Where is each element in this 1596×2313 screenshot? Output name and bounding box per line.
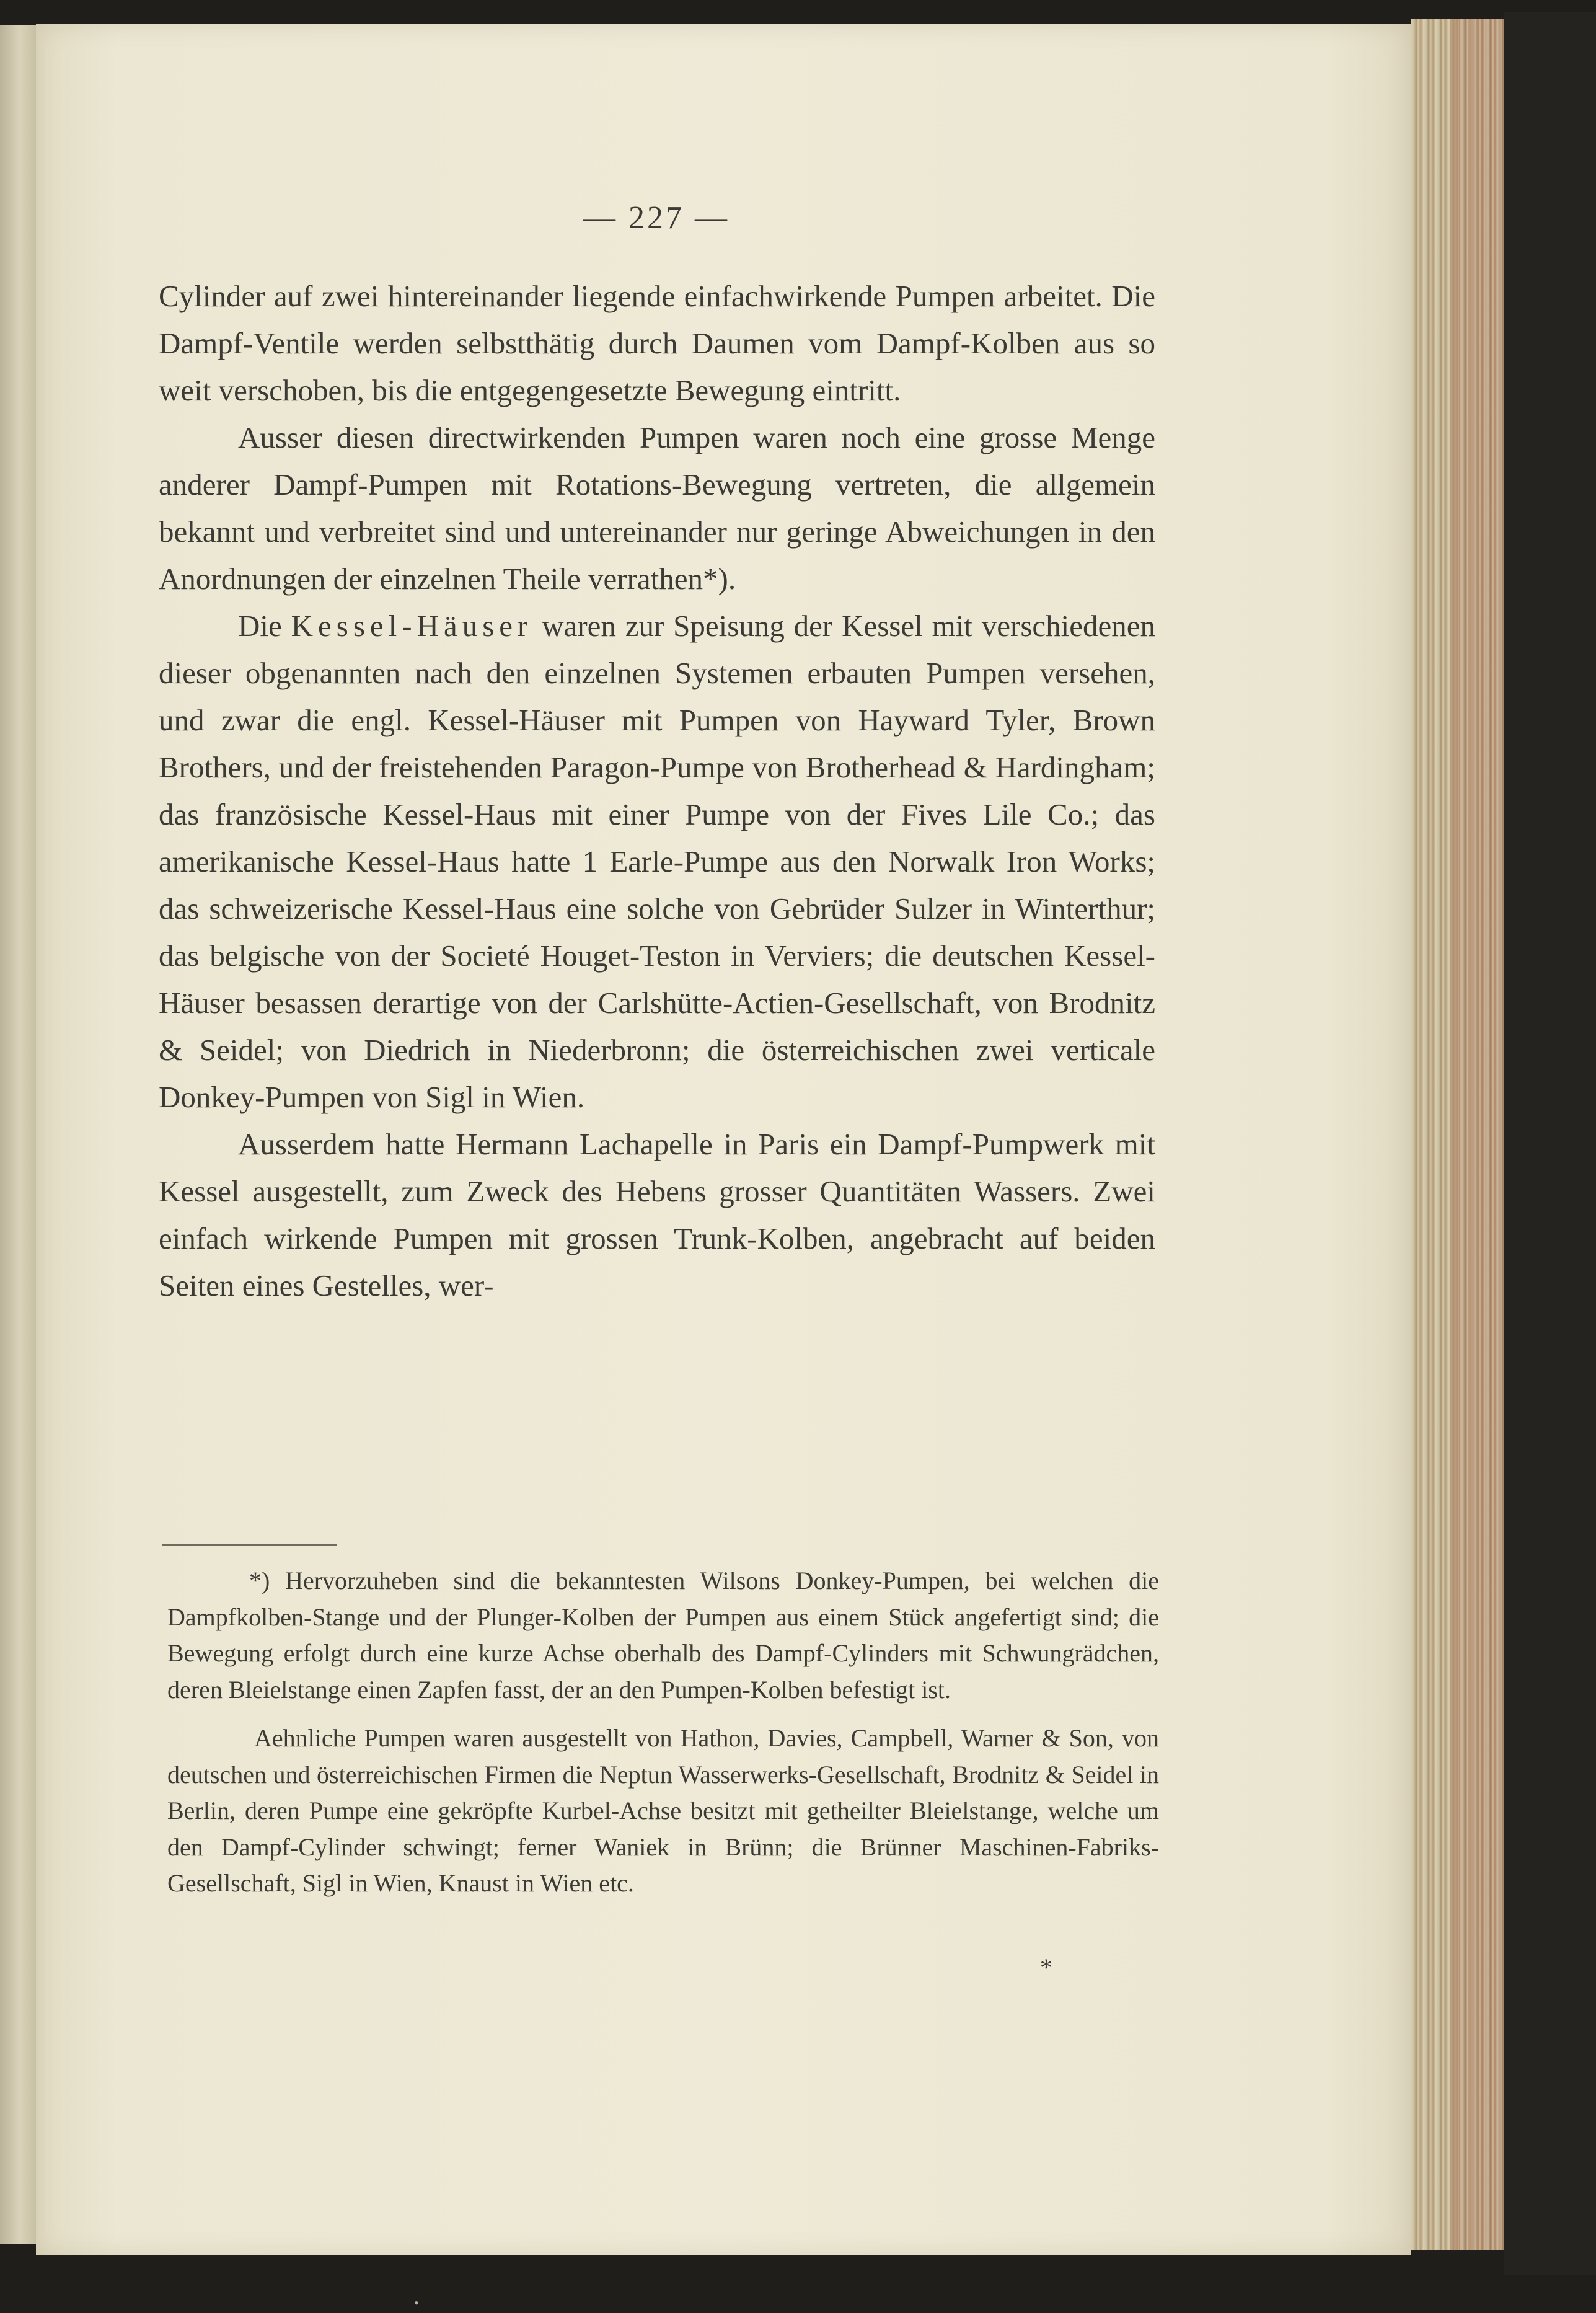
paragraph-3-rest: waren zur Speisung der Kessel mit verschiedenen dieser obgenannten nach den einzelnen Systemen erbauten Pumpen versehen, und zwar die engl. Kessel-Häuser mit Pumpen von Hayward Tyler, Brown Brothers, und der freistehenden Paragon-Pumpe von Brotherhead & Hardingham; das französische Kessel-Haus mit einer Pumpe von der Fives Lile Co.; das amerikanische Kessel-Haus hatte 1 Earle-Pumpe aus den Norwalk Iron Works; das schweizerische Kessel-Haus eine solche von Gebrüder Sulzer in Winterthur; das belgische von der Societé Houget-Teston in Verviers; die deutschen Kessel-Häuser besassen derartige von der Carlshütte-Actien-Gesellschaft, von Brodnitz & Seidel; von Diedrich in Niederbronn; die österreichischen zwei verticale Donkey-Pumpen von Sigl in Wien.: [159, 609, 1156, 1114]
margin-dot: •: [414, 2295, 419, 2311]
paragraph-3: [159, 603, 1155, 1121]
paragraph-3-lead: Die: [238, 609, 291, 643]
paragraph-3-spaced-term: Kessel-Häuser: [291, 609, 533, 643]
footnote-2: Aehnliche Pumpen waren ausgestellt von Hathon, Davies, Campbell, Warner & Son, von deutschen und österreichischen Firmen die Neptun Wasserwerks-Gesellschaft, Brodnitz & Seidel in Berlin, deren Pumpe eine gekröpfte Kurbel-Achse besitzt mit getheilter Bleielstange, welche um den Dampf-Cylinder schwingt; ferner Waniek in Brünn; die Brünner Maschinen-Fabriks-Gesellschaft, Sigl in Wien, Knaust in Wien etc.: [167, 1724, 1159, 1897]
paragraph-1: Cylinder auf zwei hintereinander liegende einfachwirkende Pumpen arbeitet. Die Dampf-Ventile werden selbstthätig durch Daumen vom Dampf-Kolben aus so weit verschoben, bis die entgegengesetzte Bewegung eintritt.: [159, 279, 1155, 407]
end-asterisk: *: [1040, 1953, 1052, 1981]
paragraph-2: Ausser diesen directwirkenden Pumpen waren noch eine grosse Menge anderer Dampf-Pumpen mit Rotations-Bewegung vertreten, die allgemein bekannt und verbreitet sind und untereinander nur geringe Abweichungen in den Anordnungen der einzelnen Theile verrathen*).: [159, 420, 1155, 596]
book-cover-edge: [1504, 12, 1596, 2275]
page-stack-tint: [1450, 19, 1504, 2250]
page-number: — 227 —: [583, 200, 730, 236]
main-text: [159, 273, 1155, 1309]
footnote-rule: [162, 1544, 337, 1546]
footnote-1: *) Hervorzuheben sind die bekanntesten Wilsons Donkey-Pumpen, bei welchen die Dampfkolben-Stange und der Plunger-Kolben der Pumpen aus einem Stück angefertigt sind; die Bewegung erfolgt durch eine kurze Achse oberhalb des Dampf-Cylinders mit Schwungrädchen, deren Bleielstange einen Zapfen fasst, der an den Pumpen-Kolben befestigt ist.: [167, 1567, 1159, 1704]
left-page-edge: [0, 25, 36, 2244]
footnotes: [167, 1563, 1159, 1902]
paragraph-4: Ausserdem hatte Hermann Lachapelle in Paris ein Dampf-Pumpwerk mit Kessel ausgestellt, zum Zweck des Hebens grosser Quantitäten Wassers. Zwei einfach wirkende Pumpen mit grossen Trunk-Kolben, angebracht auf beiden Seiten eines Gestelles, wer-: [159, 1127, 1155, 1302]
